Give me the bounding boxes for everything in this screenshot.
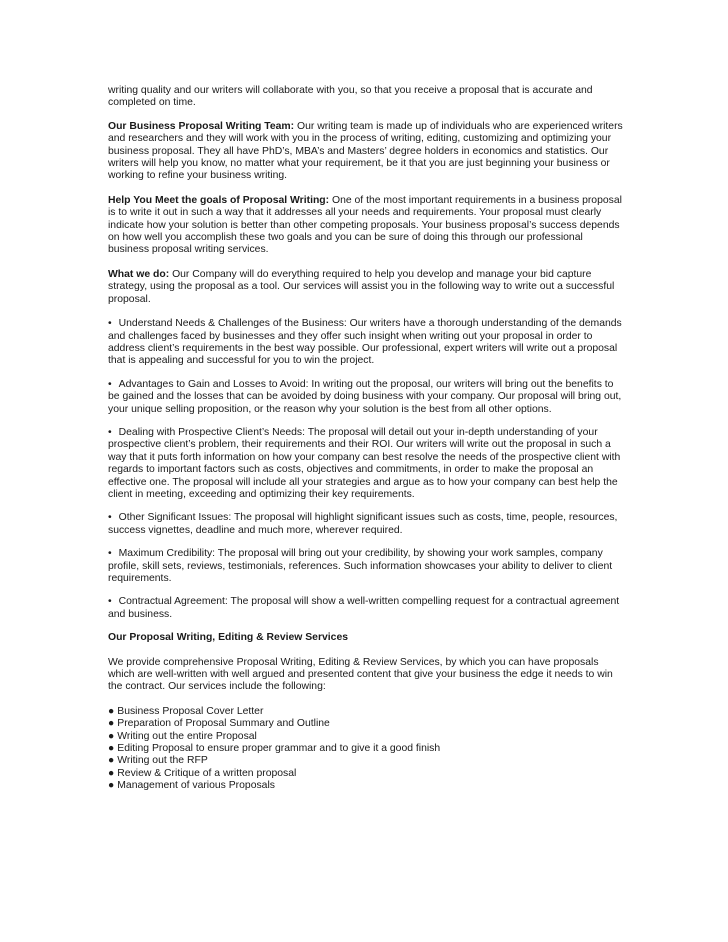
list-item: ● Management of various Proposals (108, 780, 275, 792)
bullet-item-needs (108, 318, 624, 368)
bullet-icon: • (108, 318, 112, 330)
goals-paragraph (108, 195, 624, 257)
bullet-icon: • (108, 548, 112, 560)
bullet-item-credibility (108, 548, 624, 585)
bullet-icon: • (108, 596, 112, 608)
list-item: ● Writing out the RFP (108, 755, 208, 767)
bullet-dot-icon: ● (108, 743, 115, 755)
what-we-do-text: Our Company will do everything required to help you develop and manage your bid capture strategy, using the proposal as a tool. Our services will assist you in the following way to write out a successful proposal. (108, 268, 615, 305)
bullet-text: Understand Needs & Challenges of the Business: Our writers have a thorough understanding of the demands and challenges faced by businesses and they offer such insight when writing out your proposal in order to address client’s requirements in the best way possible. Our professional, expert writers will write out a proposal that is appealing and successful for you to win the project. (108, 318, 622, 367)
team-heading: Our Business Proposal Writing Team: (108, 120, 295, 132)
bullet-text: Other Significant Issues: The proposal will highlight significant issues such as costs, time, people, resources, success vignettes, deadline and much more, wherever required. (108, 512, 618, 536)
document-page (108, 85, 624, 793)
list-item: ● Business Proposal Cover Letter (108, 705, 264, 717)
bullet-item-contractual (108, 596, 624, 621)
bullet-text: Dealing with Prospective Client’s Needs: The proposal will detail out your in-depth understanding of your prospective client’s problem, their requirements and their ROI. Our writers will write out the proposal in such a way that it puts forth information on how your company can best resolve the needs of the prospective client with regards to important factors such as costs, objectives and commitments, in order to make the proposal an effective one. The proposal will include all your strategies and argue as to how your company can best help the client in meeting, exceeding and optimizing their key requirements. (108, 426, 621, 500)
list-item: ● Editing Proposal to ensure proper grammar and to give it a good finish (108, 743, 441, 755)
bullet-icon: • (108, 426, 112, 438)
bullet-text: Maximum Credibility: The proposal will bring out your credibility, by showing your work samples, company profile, skill sets, reviews, testimonials, references. Such information showcases your ability to deliver to client requirements. (108, 548, 613, 584)
bullet-dot-icon: ● (108, 767, 115, 779)
bullet-dot-icon: ● (108, 730, 115, 742)
team-text: Our writing team is made up of individuals who are experienced writers and researchers and they will work with you in the process of writing, editing, customizing and optimizing your business proposal. They all have PhD’s, MBA’s and Masters’ degree holders in economics and statistics. Our writers will help you know, no matter what your requirement, be it that you are just beginning your business or working to refine your business writing. (108, 120, 623, 182)
services-title: Our Proposal Writing, Editing & Review Services (108, 632, 349, 644)
bullet-text: Advantages to Gain and Losses to Avoid: In writing out the proposal, our writers will bring out the benefits to be gained and the losses that can be avoided by doing business with your company. Our proposal will bring out, your unique selling proposition, or the reason why your solution is the best from all other options. (108, 378, 622, 415)
bullet-text: Contractual Agreement: The proposal will show a well-written compelling request for a contractual agreement and business. (108, 596, 620, 620)
bullet-item-advantages (108, 379, 624, 416)
bullet-icon: • (108, 378, 112, 390)
list-item: ● Preparation of Proposal Summary and Outline (108, 718, 330, 730)
bullet-dot-icon: ● (108, 780, 115, 792)
bullet-icon: • (108, 512, 112, 524)
bullet-dot-icon: ● (108, 755, 115, 767)
intro-paragraph: writing quality and our writers will collaborate with you, so that you receive a proposal that is accurate and completed on time. (108, 85, 593, 109)
list-item: ● Review & Critique of a written proposal (108, 767, 297, 779)
bullet-item-client-needs (108, 427, 624, 501)
services-paragraph: We provide comprehensive Proposal Writing, Editing & Review Services, by which you can have proposals which are well-written with well argued and presented content that give your business the edge it needs to win the contract. Our services include the following: (108, 656, 613, 693)
team-paragraph (108, 121, 624, 183)
bullet-dot-icon: ● (108, 705, 115, 717)
list-item: ● Writing out the entire Proposal (108, 730, 257, 742)
goals-text: One of the most important requirements in a business proposal is to write it out in such a way that it addresses all your needs and requirements. Your proposal must clearly indicate how your solution is better than other competing proposals. Your business proposal’s success depends on how well you accomplish these two goals and you can be sure of doing this through our professional business proposal writing services. (108, 194, 622, 256)
goals-heading: Help You Meet the goals of Proposal Writing: (108, 194, 330, 206)
bullet-item-other-issues (108, 512, 624, 537)
what-we-do-paragraph (108, 269, 624, 306)
services-list (108, 706, 624, 793)
bullet-dot-icon: ● (108, 718, 115, 730)
what-we-do-heading: What we do: (108, 268, 170, 280)
